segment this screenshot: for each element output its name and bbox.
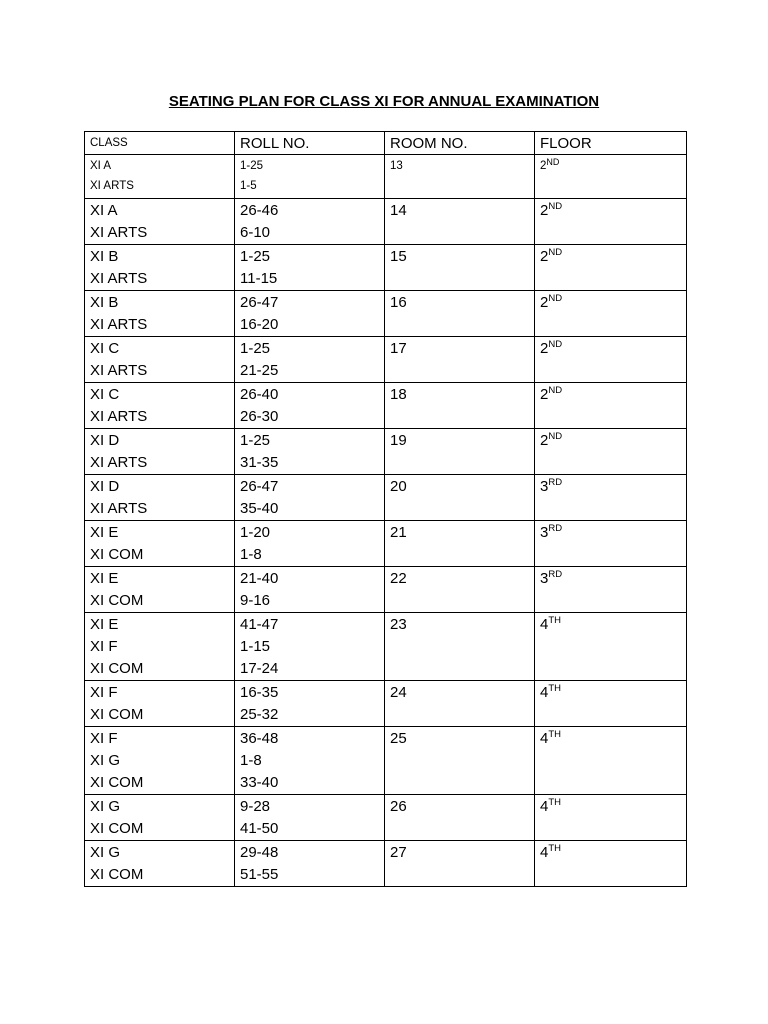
floor-ordinal-suffix: ND — [548, 293, 563, 304]
room-no-cell: 25 — [385, 727, 535, 795]
floor-ordinal-suffix: TH — [548, 615, 562, 626]
floor-cell — [535, 199, 687, 245]
class-cell — [85, 429, 235, 475]
class-cell-line: XI G — [90, 844, 121, 861]
floor-number: 2 — [540, 202, 549, 219]
class-cell — [85, 199, 235, 245]
class-cell-line: XI COM — [90, 706, 144, 723]
class-cell-line: XI ARTS — [90, 224, 148, 241]
floor-ordinal-suffix: TH — [548, 683, 562, 694]
roll-no-cell-line: 1-15 — [240, 638, 271, 655]
roll-no-cell-line: 1-8 — [240, 752, 262, 769]
floor-cell — [535, 521, 687, 567]
floor-cell — [535, 245, 687, 291]
floor-number: 4 — [540, 844, 549, 861]
class-cell-line: XI F — [90, 638, 118, 655]
floor-ordinal-suffix: ND — [548, 201, 563, 212]
class-cell — [85, 521, 235, 567]
roll-no-cell-line: 21-40 — [240, 570, 279, 587]
roll-no-cell-line: 31-35 — [240, 454, 279, 471]
floor-ordinal-suffix: ND — [546, 157, 560, 167]
floor-number: 4 — [540, 616, 549, 633]
roll-no-cell-line: 11-15 — [240, 270, 278, 287]
class-cell-line: XI COM — [90, 774, 144, 791]
class-cell-line: XI C — [90, 386, 120, 403]
roll-no-cell-line: 36-48 — [240, 730, 279, 747]
floor-cell — [535, 681, 687, 727]
floor-number: 3 — [540, 478, 549, 495]
floor-number: 2 — [540, 294, 549, 311]
class-cell-line: XI ARTS — [90, 316, 148, 333]
class-cell-line: XI ARTS — [90, 180, 134, 192]
room-no-cell: 24 — [385, 681, 535, 727]
floor-cell — [535, 383, 687, 429]
class-cell-line: XI COM — [90, 660, 144, 677]
header-room-no: ROOM NO. — [385, 132, 535, 155]
floor-cell — [535, 795, 687, 841]
roll-no-cell-line: 26-30 — [240, 408, 279, 425]
table-row — [85, 155, 687, 199]
table-body — [85, 155, 687, 887]
class-cell-line: XI F — [90, 684, 118, 701]
floor-cell — [535, 475, 687, 521]
table-row — [85, 521, 687, 567]
floor-number: 2 — [540, 432, 549, 449]
roll-no-cell-line: 6-10 — [240, 224, 271, 241]
class-cell-line: XI ARTS — [90, 408, 148, 425]
table-row — [85, 475, 687, 521]
room-no-cell: 23 — [385, 613, 535, 681]
floor-number: 2 — [540, 340, 549, 357]
floor-cell — [535, 291, 687, 337]
room-no-cell: 19 — [385, 429, 535, 475]
roll-no-cell — [235, 521, 385, 567]
roll-no-cell — [235, 567, 385, 613]
roll-no-cell-line: 1-25 — [240, 340, 271, 357]
room-no-cell: 17 — [385, 337, 535, 383]
table-row — [85, 429, 687, 475]
table-row — [85, 727, 687, 795]
roll-no-cell — [235, 727, 385, 795]
class-cell — [85, 475, 235, 521]
roll-no-cell — [235, 795, 385, 841]
roll-no-cell-line: 51-55 — [240, 866, 279, 883]
room-no-cell: 20 — [385, 475, 535, 521]
roll-no-cell-line: 1-20 — [240, 524, 271, 541]
room-no-cell: 26 — [385, 795, 535, 841]
room-no-cell: 15 — [385, 245, 535, 291]
seating-plan-table — [84, 131, 687, 887]
class-cell — [85, 613, 235, 681]
class-cell-line: XI A — [90, 160, 112, 172]
roll-no-cell — [235, 429, 385, 475]
floor-ordinal-suffix: ND — [548, 431, 563, 442]
class-cell-line: XI G — [90, 798, 121, 815]
table-row — [85, 199, 687, 245]
table-row — [85, 337, 687, 383]
header-class: CLASS — [85, 132, 235, 155]
class-cell — [85, 245, 235, 291]
table-row — [85, 245, 687, 291]
header-floor: FLOOR — [535, 132, 687, 155]
roll-no-cell — [235, 383, 385, 429]
class-cell-line: XI B — [90, 294, 119, 311]
class-cell-line: XI B — [90, 248, 119, 265]
class-cell-line: XI D — [90, 478, 120, 495]
roll-no-cell-line: 29-48 — [240, 844, 279, 861]
roll-no-cell-line: 16-35 — [240, 684, 279, 701]
roll-no-cell — [235, 199, 385, 245]
class-cell — [85, 727, 235, 795]
roll-no-cell-line: 25-32 — [240, 706, 279, 723]
floor-ordinal-suffix: ND — [548, 247, 563, 258]
class-cell-line: XI COM — [90, 592, 144, 609]
roll-no-cell — [235, 681, 385, 727]
floor-cell — [535, 841, 687, 887]
room-no-cell: 21 — [385, 521, 535, 567]
floor-ordinal-suffix: TH — [548, 729, 562, 740]
floor-cell — [535, 337, 687, 383]
floor-cell — [535, 155, 687, 199]
class-cell-line: XI C — [90, 340, 120, 357]
table-row — [85, 841, 687, 887]
class-cell-line: XI ARTS — [90, 454, 148, 471]
class-cell-line: XI COM — [90, 546, 144, 563]
floor-cell — [535, 567, 687, 613]
class-cell — [85, 567, 235, 613]
class-cell — [85, 155, 235, 199]
floor-ordinal-suffix: RD — [548, 569, 563, 580]
class-cell-line: XI E — [90, 570, 119, 587]
roll-no-cell-line: 26-40 — [240, 386, 279, 403]
class-cell-line: XI G — [90, 752, 121, 769]
roll-no-cell-line: 16-20 — [240, 316, 279, 333]
class-cell — [85, 337, 235, 383]
class-cell — [85, 383, 235, 429]
floor-number: 3 — [540, 524, 549, 541]
roll-no-cell-line: 9-28 — [240, 798, 271, 815]
floor-number: 2 — [540, 248, 549, 265]
class-cell-line: XI D — [90, 432, 120, 449]
roll-no-cell-line: 26-46 — [240, 202, 279, 219]
floor-ordinal-suffix: ND — [548, 339, 563, 350]
room-no-cell: 22 — [385, 567, 535, 613]
class-cell-line: XI A — [90, 202, 118, 219]
table-row — [85, 291, 687, 337]
floor-ordinal-suffix: TH — [548, 797, 562, 808]
class-cell-line: XI COM — [90, 866, 144, 883]
floor-number: 2 — [540, 160, 547, 172]
floor-cell — [535, 613, 687, 681]
roll-no-cell — [235, 337, 385, 383]
class-cell — [85, 841, 235, 887]
class-cell-line: XI F — [90, 730, 118, 747]
document-title: SEATING PLAN FOR CLASS XI FOR ANNUAL EXAMINATION — [168, 93, 600, 110]
class-cell — [85, 291, 235, 337]
floor-number: 3 — [540, 570, 549, 587]
floor-number: 4 — [540, 684, 549, 701]
class-cell — [85, 681, 235, 727]
roll-no-cell — [235, 155, 385, 199]
room-no-cell: 27 — [385, 841, 535, 887]
floor-number: 2 — [540, 386, 549, 403]
floor-cell — [535, 429, 687, 475]
roll-no-cell-line: 1-5 — [240, 180, 257, 192]
floor-ordinal-suffix: ND — [548, 385, 563, 396]
roll-no-cell-line: 26-47 — [240, 294, 279, 311]
table-row — [85, 383, 687, 429]
room-no-cell: 18 — [385, 383, 535, 429]
table-header-row — [85, 132, 687, 155]
room-no-cell: 13 — [385, 155, 535, 199]
roll-no-cell-line: 17-24 — [240, 660, 279, 677]
floor-ordinal-suffix: TH — [548, 843, 562, 854]
table-row — [85, 567, 687, 613]
header-roll-no: ROLL NO. — [235, 132, 385, 155]
roll-no-cell-line: 1-25 — [240, 432, 271, 449]
class-cell-line: XI COM — [90, 820, 144, 837]
roll-no-cell-line: 1-8 — [240, 546, 262, 563]
roll-no-cell-line: 21-25 — [240, 362, 279, 379]
roll-no-cell-line: 35-40 — [240, 500, 279, 517]
class-cell-line: XI ARTS — [90, 500, 148, 517]
roll-no-cell-line: 1-25 — [240, 160, 264, 172]
roll-no-cell-line: 1-25 — [240, 248, 271, 265]
class-cell-line: XI E — [90, 524, 119, 541]
class-cell-line: XI ARTS — [90, 270, 148, 287]
floor-number: 4 — [540, 798, 549, 815]
roll-no-cell-line: 26-47 — [240, 478, 279, 495]
roll-no-cell-line: 41-47 — [240, 616, 279, 633]
class-cell — [85, 795, 235, 841]
roll-no-cell — [235, 291, 385, 337]
class-cell-line: XI ARTS — [90, 362, 148, 379]
table-row — [85, 795, 687, 841]
roll-no-cell — [235, 841, 385, 887]
table-row — [85, 681, 687, 727]
floor-ordinal-suffix: RD — [548, 523, 563, 534]
table-row — [85, 613, 687, 681]
roll-no-cell — [235, 245, 385, 291]
roll-no-cell — [235, 613, 385, 681]
roll-no-cell — [235, 475, 385, 521]
room-no-cell: 14 — [385, 199, 535, 245]
room-no-cell: 16 — [385, 291, 535, 337]
roll-no-cell-line: 33-40 — [240, 774, 279, 791]
class-cell-line: XI E — [90, 616, 119, 633]
roll-no-cell-line: 9-16 — [240, 592, 271, 609]
floor-number: 4 — [540, 730, 549, 747]
floor-cell — [535, 727, 687, 795]
roll-no-cell-line: 41-50 — [240, 820, 279, 837]
floor-ordinal-suffix: RD — [548, 477, 563, 488]
